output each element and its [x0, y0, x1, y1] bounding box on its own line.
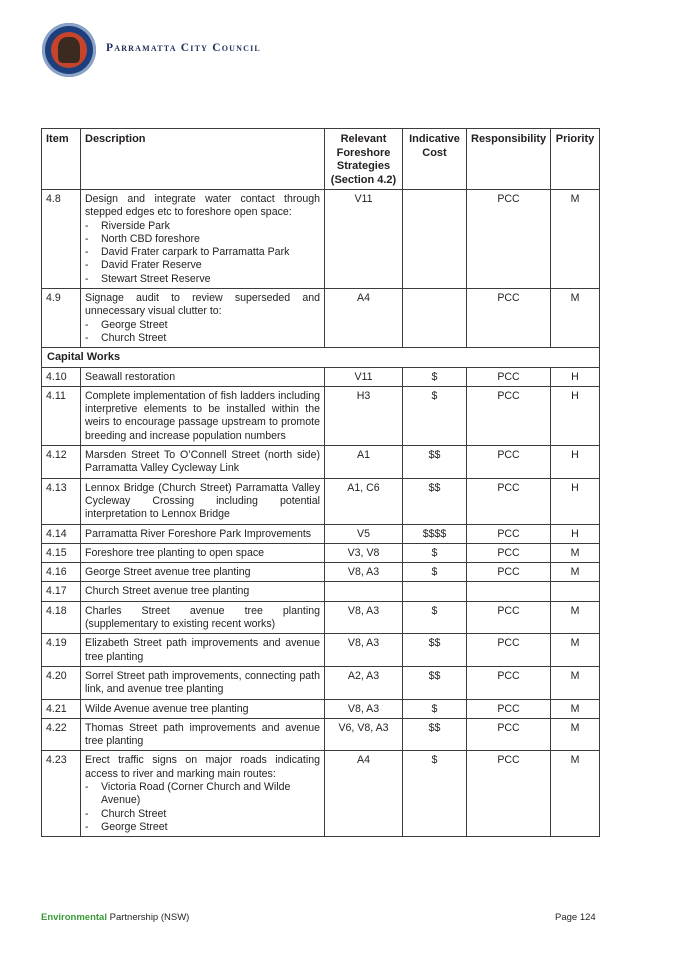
priority-cell: M	[551, 601, 600, 634]
priority-cell: M	[551, 563, 600, 582]
item-number: 4.11	[42, 386, 81, 445]
table-row	[42, 699, 600, 718]
description-bullet: - Church Street	[85, 332, 320, 345]
table-row	[42, 289, 600, 348]
item-number: 4.10	[42, 367, 81, 386]
item-description	[81, 718, 325, 751]
responsibility-cell: PCC	[467, 524, 551, 543]
strategies-cell: A4	[325, 289, 403, 348]
priority-cell: M	[551, 543, 600, 562]
table-row	[42, 634, 600, 667]
item-description	[81, 634, 325, 667]
item-description	[81, 524, 325, 543]
cost-cell: $$	[403, 666, 467, 699]
table-row	[42, 386, 600, 445]
item-number: 4.12	[42, 446, 81, 479]
item-description	[81, 446, 325, 479]
cost-cell: $$	[403, 478, 467, 524]
table-row	[42, 446, 600, 479]
section-heading-row	[42, 348, 600, 367]
responsibility-cell: PCC	[467, 478, 551, 524]
strategies-cell: V8, A3	[325, 563, 403, 582]
description-bullet: - David Frater carpark to Parramatta Park	[85, 246, 320, 259]
table-row	[42, 190, 600, 289]
responsibility-cell: PCC	[467, 666, 551, 699]
col-header-responsibility: Responsibility	[467, 129, 551, 190]
description-text: Signage audit to review superseded and unnecessary visual clutter to:	[85, 292, 320, 318]
table-row	[42, 543, 600, 562]
item-description	[81, 543, 325, 562]
cost-cell: $	[403, 751, 467, 837]
section-heading: Capital Works	[42, 348, 600, 367]
cost-cell: $	[403, 386, 467, 445]
description-text: Lennox Bridge (Church Street) Parramatta Valley Cycleway Crossing including potential interpretation to Lennox Bridge	[85, 481, 320, 521]
table-row	[42, 367, 600, 386]
footer-org-highlight: Environmental	[41, 912, 107, 923]
item-description	[81, 601, 325, 634]
strategies-cell: A2, A3	[325, 666, 403, 699]
description-text: Church Street avenue tree planting	[85, 585, 250, 598]
item-description	[81, 367, 325, 386]
description-text: George Street avenue tree planting	[85, 566, 251, 579]
priority-cell: H	[551, 524, 600, 543]
strategies-cell: V8, A3	[325, 601, 403, 634]
responsibility-cell: PCC	[467, 367, 551, 386]
cost-cell: $	[403, 367, 467, 386]
description-bullet: - George Street	[85, 821, 320, 834]
description-bullet: - Victoria Road (Corner Church and Wilde Avenue)	[85, 781, 320, 808]
strategies-cell: V5	[325, 524, 403, 543]
responsibility-cell: PCC	[467, 190, 551, 289]
item-description	[81, 386, 325, 445]
description-text: Elizabeth Street path improvements and avenue tree planting	[85, 637, 320, 663]
cost-cell	[403, 582, 467, 601]
strategies-cell: H3	[325, 386, 403, 445]
works-table	[41, 128, 600, 837]
item-description	[81, 666, 325, 699]
cost-cell: $	[403, 543, 467, 562]
description-text: Sorrel Street path improvements, connecting path link, and avenue tree planting	[85, 669, 320, 696]
description-text: Charles Street avenue tree planting (supplementary to existing recent works)	[85, 604, 320, 631]
priority-cell: M	[551, 751, 600, 837]
item-description	[81, 563, 325, 582]
responsibility-cell: PCC	[467, 699, 551, 718]
strategies-cell: V6, V8, A3	[325, 718, 403, 751]
table-row	[42, 601, 600, 634]
cost-cell: $	[403, 563, 467, 582]
priority-cell: M	[551, 289, 600, 348]
priority-cell	[551, 582, 600, 601]
logo-figure-icon	[58, 37, 80, 63]
responsibility-cell: PCC	[467, 543, 551, 562]
cost-cell: $$	[403, 446, 467, 479]
description-text: Seawall restoration	[85, 370, 176, 383]
responsibility-cell: PCC	[467, 601, 551, 634]
item-description	[81, 289, 325, 348]
priority-cell: M	[551, 718, 600, 751]
strategies-cell: V8, A3	[325, 699, 403, 718]
priority-cell: M	[551, 666, 600, 699]
item-description	[81, 478, 325, 524]
page-number: Page 124	[555, 912, 596, 923]
item-number: 4.23	[42, 751, 81, 837]
description-text: Wilde Avenue avenue tree planting	[85, 702, 249, 715]
item-description	[81, 699, 325, 718]
priority-cell: H	[551, 367, 600, 386]
description-text: Erect traffic signs on major roads indicating access to river and marking main routes:	[85, 754, 320, 780]
responsibility-cell: PCC	[467, 751, 551, 837]
strategies-cell: V11	[325, 190, 403, 289]
description-text: Foreshore tree planting to open space	[85, 546, 265, 559]
description-bullet: - North CBD foreshore	[85, 233, 320, 246]
priority-cell: H	[551, 446, 600, 479]
responsibility-cell: PCC	[467, 563, 551, 582]
table-row	[42, 582, 600, 601]
col-header-strategies: Relevant Foreshore Strategies (Section 4.2)	[325, 129, 403, 190]
item-number: 4.9	[42, 289, 81, 348]
responsibility-cell: PCC	[467, 718, 551, 751]
description-bullet: - Stewart Street Reserve	[85, 273, 320, 286]
table-row	[42, 478, 600, 524]
item-number: 4.20	[42, 666, 81, 699]
responsibility-cell	[467, 582, 551, 601]
priority-cell: M	[551, 190, 600, 289]
responsibility-cell: PCC	[467, 386, 551, 445]
item-number: 4.21	[42, 699, 81, 718]
table-row	[42, 524, 600, 543]
cost-cell: $	[403, 699, 467, 718]
item-number: 4.15	[42, 543, 81, 562]
strategies-cell: V8, A3	[325, 634, 403, 667]
col-header-description: Description	[81, 129, 325, 190]
table-row	[42, 563, 600, 582]
priority-cell: M	[551, 634, 600, 667]
cost-cell	[403, 289, 467, 348]
item-description	[81, 190, 325, 289]
cost-cell: $	[403, 601, 467, 634]
cost-cell: $$	[403, 718, 467, 751]
description-text: Thomas Street path improvements and avenue tree planting	[85, 721, 320, 748]
council-name: Parramatta City Council	[106, 42, 261, 54]
strategies-cell	[325, 582, 403, 601]
description-bullet: - George Street	[85, 319, 320, 332]
item-number: 4.13	[42, 478, 81, 524]
strategies-cell: V11	[325, 367, 403, 386]
col-header-cost: Indicative Cost	[403, 129, 467, 190]
strategies-cell: A1	[325, 446, 403, 479]
item-number: 4.18	[42, 601, 81, 634]
item-number: 4.19	[42, 634, 81, 667]
item-number: 4.16	[42, 563, 81, 582]
strategies-cell: A1, C6	[325, 478, 403, 524]
cost-cell	[403, 190, 467, 289]
strategies-cell: A4	[325, 751, 403, 837]
responsibility-cell: PCC	[467, 446, 551, 479]
table-row	[42, 666, 600, 699]
item-number: 4.22	[42, 718, 81, 751]
description-bullet: - Riverside Park	[85, 220, 320, 233]
col-header-priority: Priority	[551, 129, 600, 190]
strategies-cell: V3, V8	[325, 543, 403, 562]
item-description	[81, 582, 325, 601]
description-text: Parramatta River Foreshore Park Improvements	[85, 527, 312, 540]
item-number: 4.8	[42, 190, 81, 289]
footer-org-rest: Partnership (NSW)	[107, 912, 190, 923]
col-header-item: Item	[42, 129, 81, 190]
description-text: Complete implementation of fish ladders including interpretive elements to be installed within the weirs to encourage passage upstream to promote breeding and increase population numbers	[85, 389, 320, 442]
item-number: 4.17	[42, 582, 81, 601]
table-row	[42, 718, 600, 751]
item-number: 4.14	[42, 524, 81, 543]
description-bullet: - Church Street	[85, 808, 320, 821]
page-header	[40, 20, 280, 80]
priority-cell: H	[551, 478, 600, 524]
description-text: Design and integrate water contact through stepped edges etc to foreshore open space:	[85, 193, 320, 219]
description-text: Marsden Street To O’Connell Street (north side) Parramatta Valley Cycleway Link	[85, 449, 320, 475]
item-description	[81, 751, 325, 837]
table-header-row	[42, 129, 600, 190]
cost-cell: $$$$	[403, 524, 467, 543]
council-logo	[42, 23, 96, 77]
footer-organisation	[41, 912, 189, 923]
cost-cell: $$	[403, 634, 467, 667]
responsibility-cell: PCC	[467, 634, 551, 667]
responsibility-cell: PCC	[467, 289, 551, 348]
priority-cell: H	[551, 386, 600, 445]
table-row	[42, 751, 600, 837]
description-bullet: - David Frater Reserve	[85, 259, 320, 272]
priority-cell: M	[551, 699, 600, 718]
